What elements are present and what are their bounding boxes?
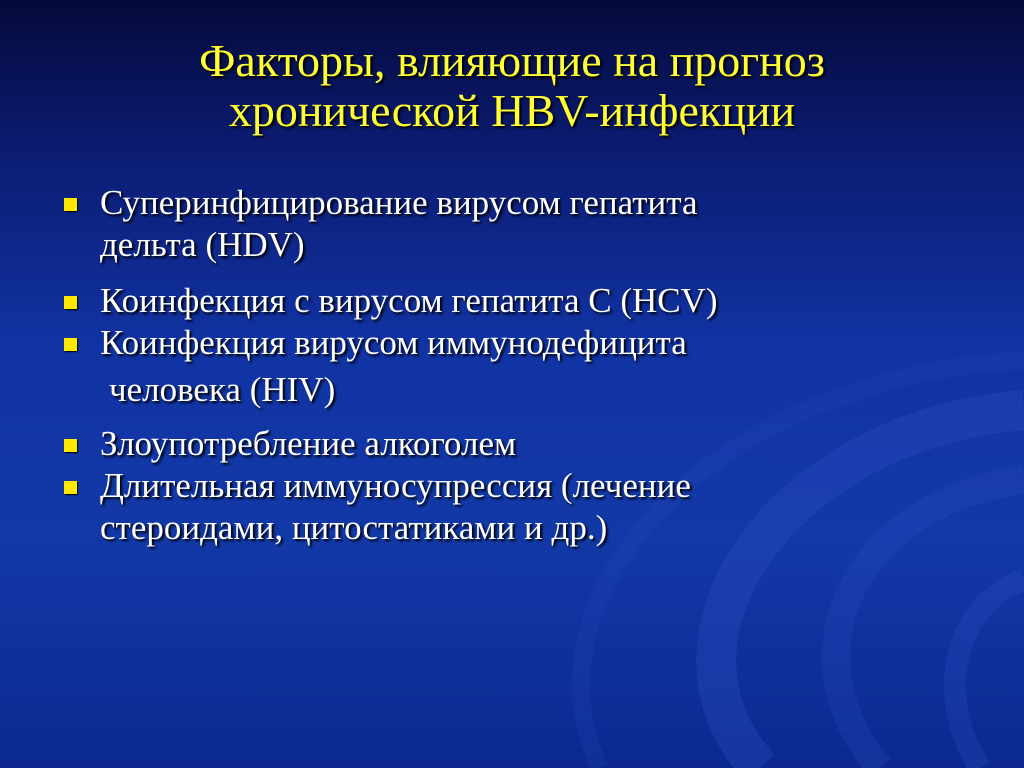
square-bullet-icon xyxy=(64,338,77,351)
list-item-hcv xyxy=(62,280,992,322)
list-item-text: Злоупотребление алкоголем xyxy=(100,424,517,463)
list-item-text: Коинфекция с вирусом гепатита С (HCV) xyxy=(100,281,718,320)
list-item-text: Суперинфицирование вирусом гепатита xyxy=(100,183,698,222)
list-item-text: Коинфекция вирусом иммунодефицита xyxy=(100,323,687,362)
square-bullet-icon xyxy=(64,481,77,494)
title-line-2: хронической HBV-инфекции xyxy=(228,85,796,136)
slide-title xyxy=(40,36,984,136)
list-item-immunosuppression xyxy=(62,465,992,549)
square-bullet-icon xyxy=(64,198,77,211)
list-item-text-continued: человека (HIV) xyxy=(109,370,336,409)
factors-list xyxy=(62,182,992,549)
list-item-text-continued: стероидами, цитостатиками и др.) xyxy=(100,508,608,547)
list-item-hiv xyxy=(62,322,992,411)
square-bullet-icon xyxy=(64,296,77,309)
list-item-hdv xyxy=(62,182,992,266)
list-item-text-continued: дельта (HDV) xyxy=(100,225,305,264)
title-line-1: Факторы, влияющие на прогноз xyxy=(199,35,825,86)
list-item-alcohol xyxy=(62,423,992,465)
square-bullet-icon xyxy=(64,439,77,452)
list-item-text: Длительная иммуносупрессия (лечение xyxy=(100,466,691,505)
